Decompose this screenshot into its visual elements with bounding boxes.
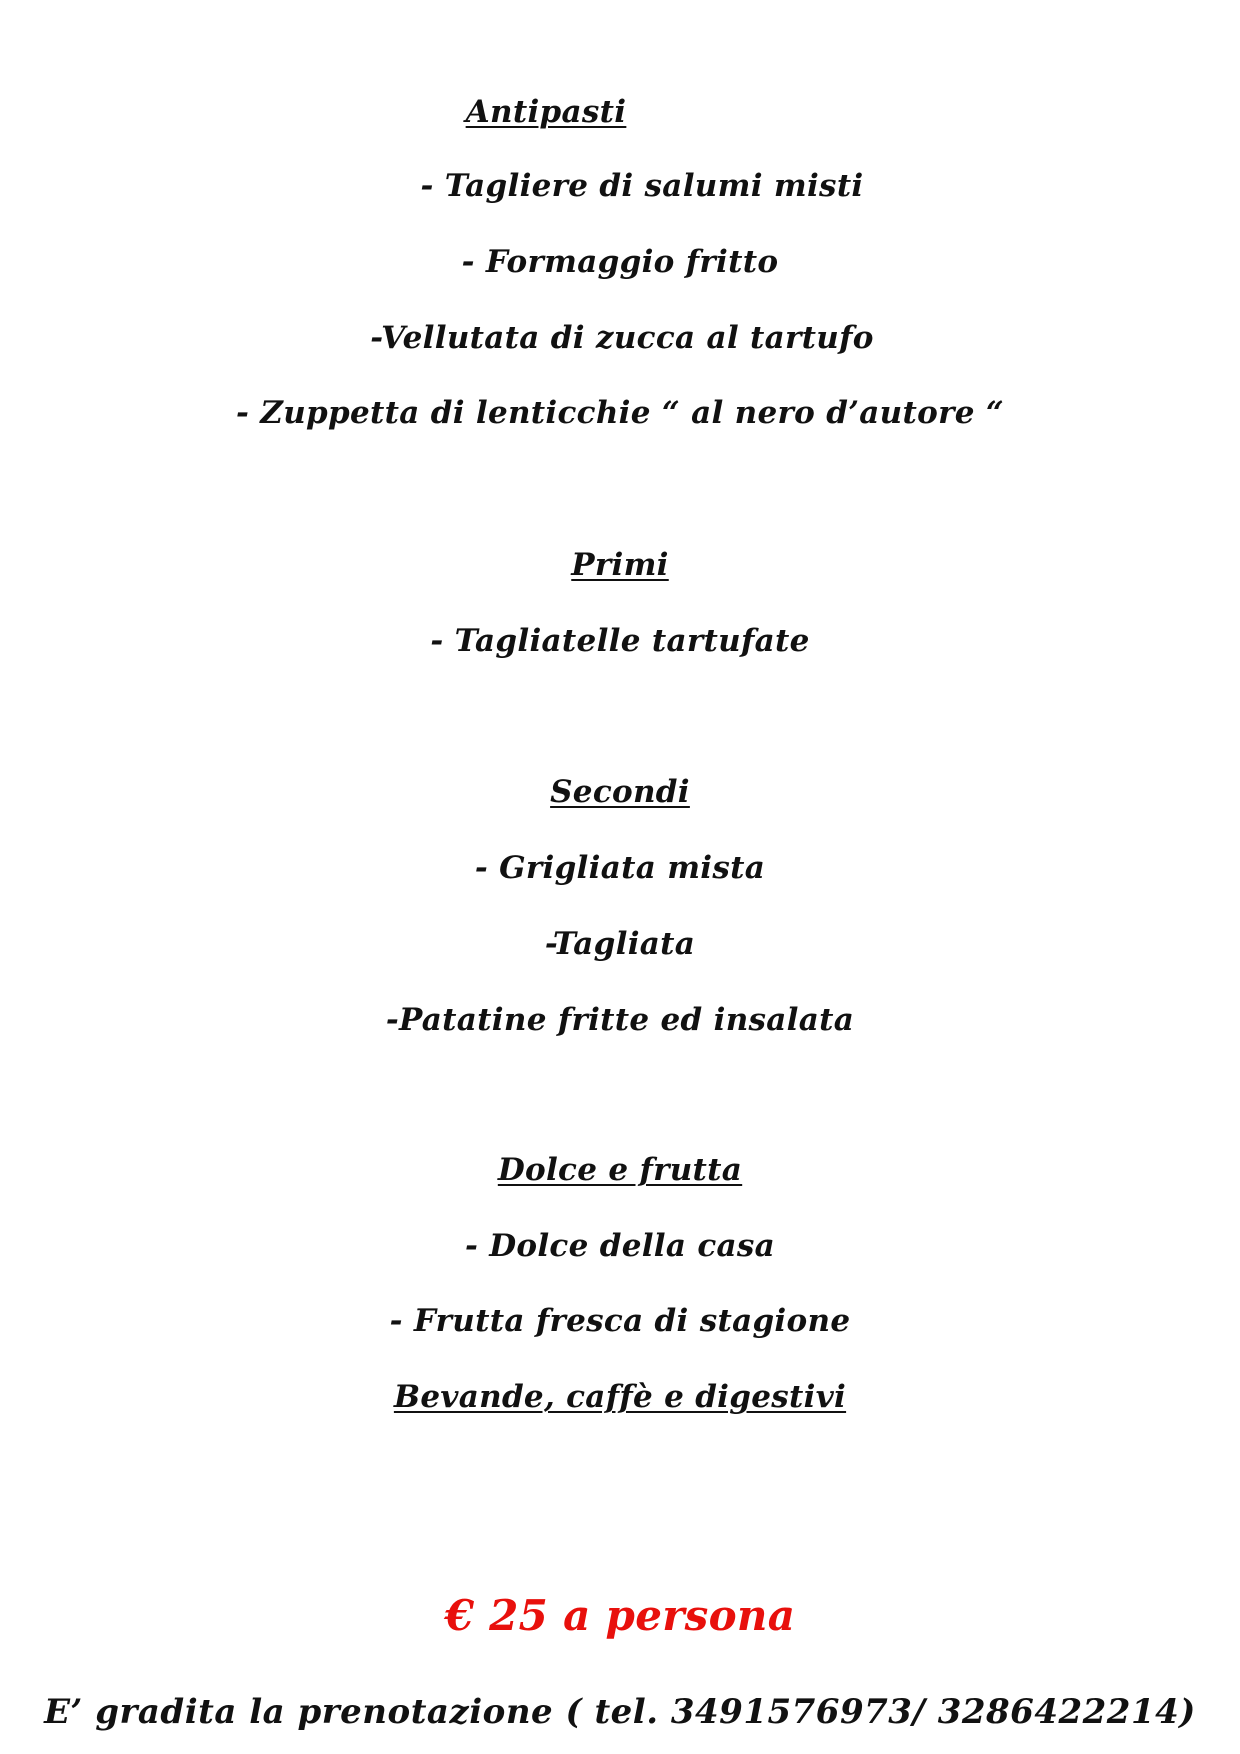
menu-item: - Zuppetta di lenticchie “ al nero d’autore “ — [236, 395, 1004, 431]
booking-note: E’ gradita la prenotazione ( tel. 3491576973/ 3286422214) — [44, 1692, 1196, 1732]
menu-item: - Formaggio fritto — [461, 244, 779, 280]
heading-primi: Primi — [571, 547, 669, 583]
heading-dolce-e-frutta: Dolce e frutta — [497, 1152, 743, 1188]
menu-item: - Tagliere di salumi misti — [420, 168, 864, 204]
heading-antipasti: Antipasti — [465, 94, 627, 130]
price-label: € 25 a persona — [444, 1591, 796, 1640]
menu-item: - Dolce della casa — [464, 1228, 776, 1264]
heading-bevande: Bevande, caffè e digestivi — [393, 1379, 847, 1415]
heading-secondi: Secondi — [550, 774, 690, 810]
menu-item: - Tagliatelle tartufate — [430, 623, 810, 659]
menu-item: - Grigliata mista — [474, 850, 766, 886]
menu-item: -Vellutata di zucca al tartufo — [370, 320, 874, 356]
menu-item: -Tagliata — [544, 926, 696, 962]
menu-item: -Patatine fritte ed insalata — [385, 1002, 855, 1038]
menu-item: - Frutta fresca di stagione — [389, 1303, 851, 1339]
